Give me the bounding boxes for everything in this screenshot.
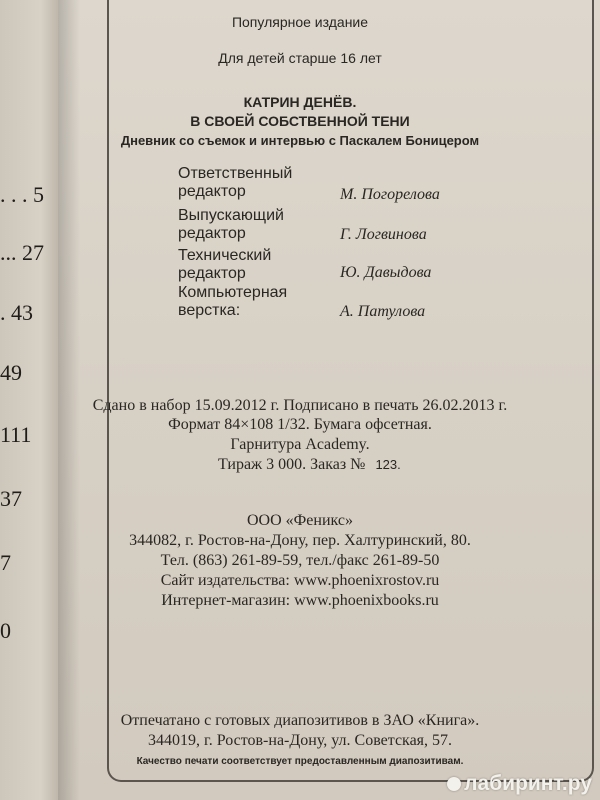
book-title: В СВОЕЙ СОБСТВЕННОЙ ТЕНИ: [190, 113, 410, 129]
previous-page-edge: [0, 0, 58, 800]
toc-page-number: 7: [0, 550, 11, 575]
credit-role: Выпускающий редактор: [178, 207, 284, 242]
typeface: Гарнитура Academy.: [230, 436, 370, 453]
print-quality-note: Качество печати соответствует предоставленным диапозитивам.: [136, 756, 464, 767]
credit-name: Ю. Давыдова: [340, 264, 432, 281]
toc-page-number: . 43: [0, 300, 33, 325]
printer-address: 344019, г. Ростов-на-Дону, ул. Советская, 57.: [147, 732, 453, 749]
toc-page-number: . . . 5: [0, 182, 44, 207]
toc-page-number: 0: [0, 618, 11, 643]
watermark-text: лабиринт.ру: [464, 772, 592, 795]
print-run: [218, 456, 401, 474]
publisher-name: ООО «Феникс»: [246, 512, 353, 529]
print-dates: Сдано в набор 15.09.2012 г. Подписано в печать 26.02.2013 г.: [92, 397, 508, 414]
edition-type: Популярное издание: [231, 14, 369, 30]
printer-info: Отпечатано с готовых диапозитивов в ЗАО «Книга».: [120, 712, 480, 729]
publisher-phones: Тел. (863) 261-89-59, тел./факс 261-89-50: [160, 552, 440, 569]
toc-page-number: ... 27: [0, 240, 44, 265]
credit-name: Г. Логвинова: [340, 226, 427, 243]
credit-role: Ответственный редактор: [178, 165, 293, 200]
publisher-website: Сайт издательства: www.phoenixrostov.ru: [160, 572, 440, 589]
credit-name: А. Патулова: [340, 303, 426, 320]
credit-name: М. Погорелова: [340, 186, 440, 203]
print-format: Формат 84×108 1/32. Бумага офсетная.: [168, 416, 432, 433]
publisher-address: 344082, г. Ростов-на-Дону, пер. Халтуринский, 80.: [129, 532, 471, 549]
labirint-logo-icon: [447, 777, 461, 791]
publisher-online-shop: Интернет-магазин: www.phoenixbooks.ru: [161, 592, 439, 609]
watermark: [447, 772, 592, 796]
toc-page-number: 49: [0, 360, 22, 385]
toc-page-number: 111: [0, 422, 32, 447]
book-subtitle: Дневник со съемок и интервью с Паскалем Боницером: [120, 133, 480, 148]
credit-role: Технический редактор: [178, 247, 272, 282]
age-rating: Для детей старше 16 лет: [218, 50, 382, 66]
print-run-text: Тираж 3 000. Заказ №: [218, 456, 366, 473]
credit-role: Компьютерная верстка:: [178, 284, 288, 319]
order-number: 123.: [375, 457, 401, 472]
toc-page-number: 37: [0, 486, 22, 511]
book-author: КАТРИН ДЕНЁВ.: [243, 94, 357, 110]
